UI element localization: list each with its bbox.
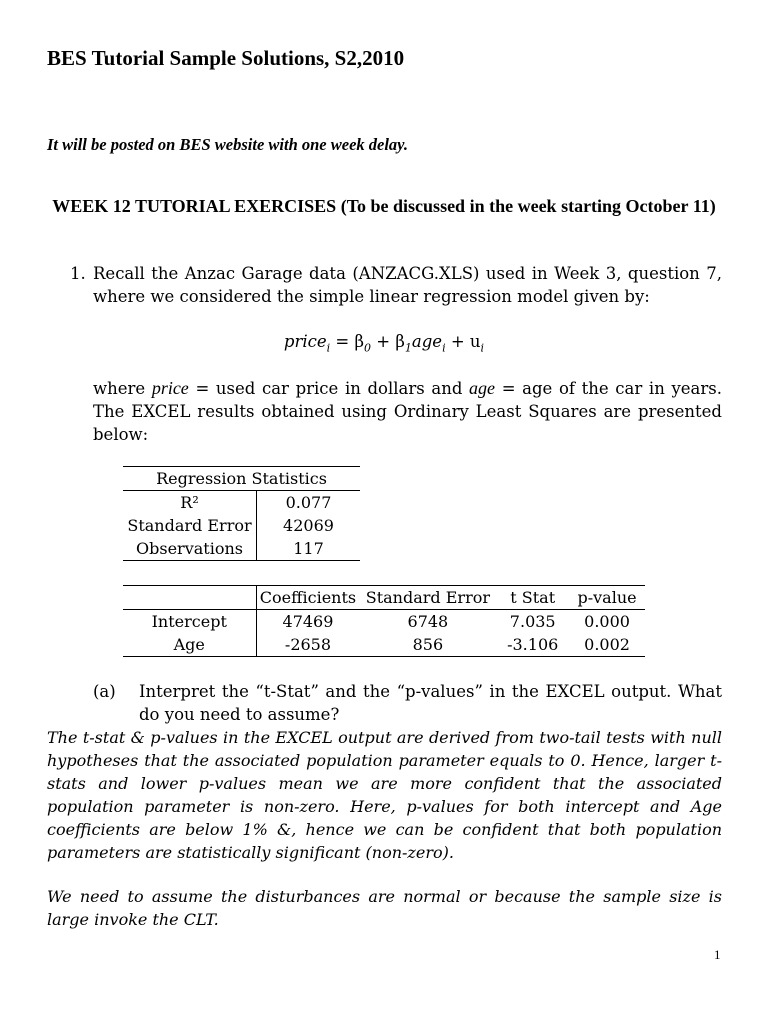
- notice-text: It will be posted on BES website with one week delay.: [47, 135, 409, 154]
- coefficient-cell: -2658: [284, 635, 332, 654]
- column-header: p-value: [569, 586, 645, 610]
- stat-value: 42069: [283, 516, 334, 535]
- table-header-row: [123, 586, 645, 610]
- question-1: [70, 262, 722, 308]
- question-1-intro: Recall the Anzac Garage data (ANZACG.XLS) used in Week 3, question 7, where we considered the simple linear regression model given by:: [93, 264, 722, 306]
- t-stat-cell: -3.106: [507, 635, 559, 654]
- answer-paragraph-1: The t-stat & p-values in the EXCEL output are derived from two-tail tests with null hypotheses that the associated population parameter equals to 0. Hence, larger t-stats and lower p-values mean we are more confident that the associated population parameter is non-zero. Here, p-values for both intercept and Age coefficients are below 1% &, hence we can be confident that both population parameters are statistically significant (non-zero).: [47, 728, 722, 862]
- table-row: [123, 537, 360, 561]
- row-label: Intercept: [123, 610, 256, 634]
- p-value-cell: 0.002: [584, 635, 630, 654]
- stat-value: 0.077: [285, 493, 332, 512]
- regression-statistics-heading: Regression Statistics: [123, 467, 360, 491]
- stat-value: 117: [293, 539, 324, 558]
- part-a-question: [93, 680, 722, 726]
- standard-error-cell: 856: [412, 635, 444, 654]
- coefficient-cell: 47469: [282, 612, 334, 631]
- question-number: 1.: [70, 264, 86, 283]
- stat-label: Observations: [123, 537, 257, 561]
- table-row: [123, 514, 360, 537]
- column-header: Standard Error: [359, 586, 496, 610]
- answer-paragraph-2: We need to assume the disturbances are normal or because the sample size is large invoke the CLT.: [47, 887, 722, 929]
- week-heading: WEEK 12 TUTORIAL EXERCISES (To be discussed in the week starting October 11): [52, 196, 716, 216]
- t-stat-cell: 7.035: [509, 612, 556, 631]
- p-value-cell: 0.000: [584, 612, 630, 631]
- regression-statistics-table: [123, 466, 360, 561]
- equation-lhs: price: [283, 332, 327, 351]
- row-label: Age: [123, 633, 256, 657]
- part-a-number: (a): [93, 682, 116, 701]
- column-header: Coefficients: [256, 586, 359, 610]
- page-number: 1: [714, 947, 721, 962]
- coefficients-table: [123, 585, 645, 657]
- table-row: [123, 610, 645, 634]
- question-1-description: where price = used car price in dollars and age = age of the car in years. The EXCEL results obtained using Ordinary Least Squares are presented below:: [93, 378, 722, 444]
- document-title: BES Tutorial Sample Solutions, S2,2010: [47, 46, 405, 70]
- stat-label: R²: [123, 491, 257, 515]
- standard-error-cell: 6748: [407, 612, 449, 631]
- stat-label: Standard Error: [123, 514, 257, 537]
- part-a-text: Interpret the “t-Stat” and the “p-values” in the EXCEL output. What do you need to assume?: [139, 682, 722, 724]
- table-row: [123, 633, 645, 657]
- regression-equation: price$_i$ = $\beta_0 + \beta_1age_i + u_i$: [283, 332, 485, 355]
- column-header: [123, 586, 256, 610]
- column-header: t Stat: [496, 586, 569, 610]
- table-row: [123, 491, 360, 515]
